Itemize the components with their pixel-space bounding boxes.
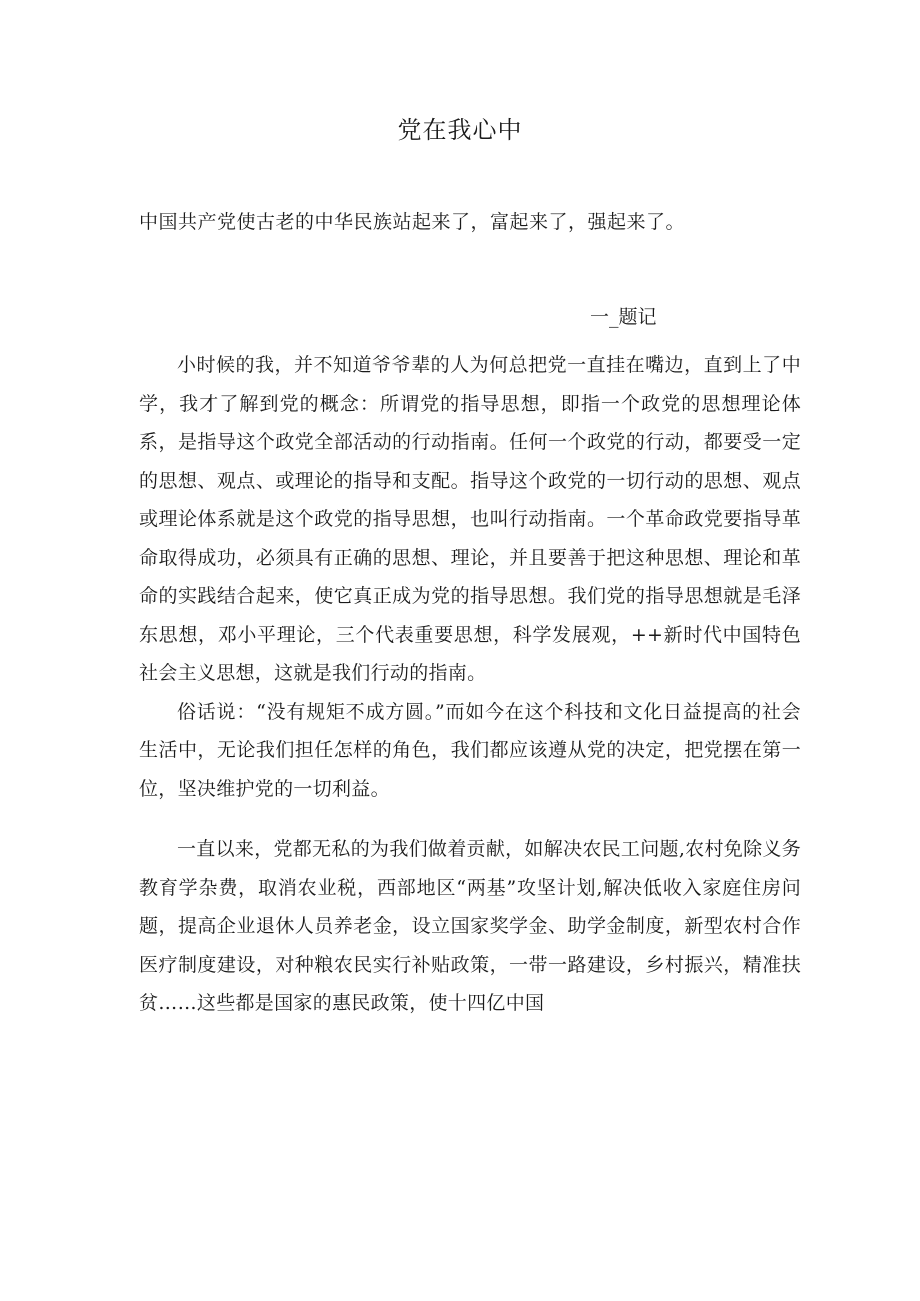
paragraph: 一直以来，党都无私的为我们做着贡献，如解决农民工问题,农村免除义务教育学杂费，取消农业税，西部地区“两基”攻坚计划,解决低收入家庭住房问题，提高企业退休人员养老金，设立国家奖学金、助学金制度，新型农村合作医疗制度建设，对种粮农民实行补贴政策，一带一路建设，乡村振兴，精准扶贫……这些都是国家的惠民政策，使十四亿中国 [139,838,801,1014]
epigraph: 中国共产党使古老的中华民族站起来了，富起来了，强起来了。 [139,211,686,233]
paragraph: 小时候的我，并不知道爷爷辈的人为何总把党一直挂在嘴边，直到上了中学，我才了解到党的概念：所谓党的指导思想，即指一个政党的思想理论体系，是指导这个政党全部活动的行动指南。任何一个政党的行动，都要受一定的思想、观点、或理论的指导和支配。指导这个政党的一切行动的思想、观点或理论体系就是这个政党的指导思想，也叫行动指南。一个革命政党要指导革命取得成功，必须具有正确的思想、理论，并且要善于把这种思想、理论和革命的实践结合起来，使它真正成为党的指导思想。我们党的指导思想就是毛泽东思想，邓小平理论，三个代表重要思想，科学发展观，++新时代中国特色社会主义思想，这就是我们行动的指南。 [139,354,801,684]
epigraph-source: 一_题记 [590,306,657,328]
document-body [139,346,801,1023]
paragraph: 俗话说：“没有规矩不成方圆。”而如今在这个科技和文化日益提高的社会生活中，无论我们担任怎样的角色，我们都应该遵从党的决定，把党摆在第一位，坚决维护党的一切利益。 [139,700,801,800]
document-title: 党在我心中 [397,116,523,144]
